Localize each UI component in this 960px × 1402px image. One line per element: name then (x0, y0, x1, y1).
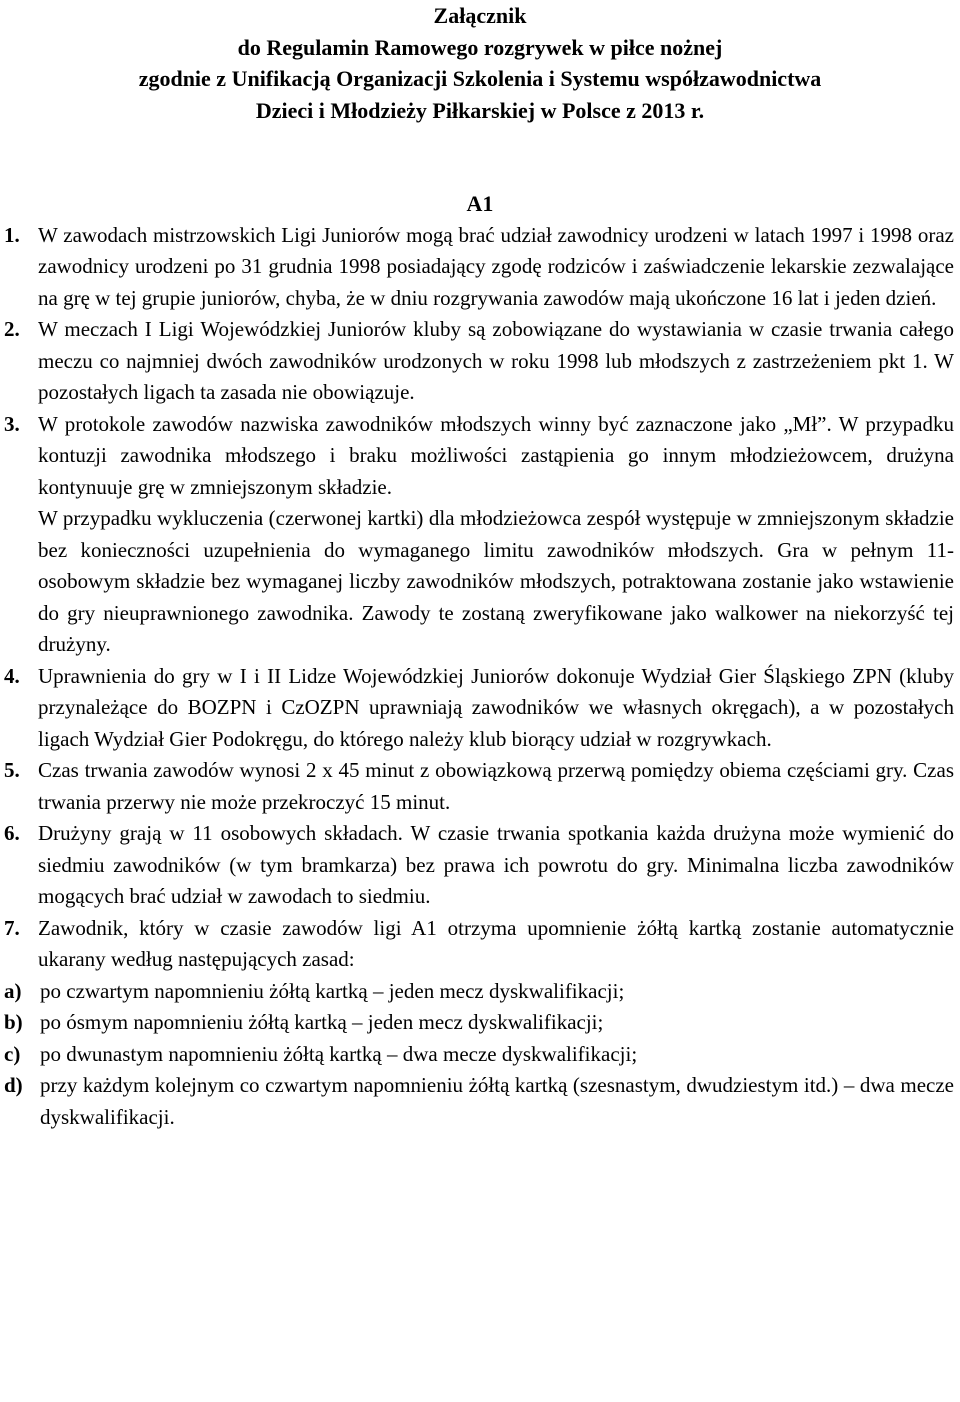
rule-number: 6. (4, 821, 20, 845)
rule-text: Uprawnienia do gry w I i II Lidze Wojewódzkiej Juniorów dokonuje Wydział Gier Śląskiego ZPN (kluby przynależące do BOZPN i CzOZPN uprawniają zawodników we własnych okręgach), a w pozostałych ligach Wydział Gier Podokręgu, do którego należy klub biorący udział w rozgrywkach. (38, 663, 954, 751)
penalty-subitem-b (0, 1007, 960, 1039)
header-line-1: do Regulamin Ramowego rozgrywek w piłce nożnej (237, 34, 723, 60)
rule-item-4 (0, 661, 960, 756)
rule-text-continued: W przypadku wykluczenia (czerwonej kartki) dla młodzieżowca zespół występuje w zmniejszonym składzie bez konieczności uzupełnienia do wymaganego limitu zawodników młodszych. Gra w pełnym 11-osobowym składzie bez wymaganej liczby zawodników młodszych, potraktowana zostanie jako wstawienie do gry nieuprawnionego zawodnika. Zawody te zostaną zweryfikowane jako walkower na niekorzyść tej drużyny. (38, 506, 954, 656)
rule-number: 1. (4, 222, 20, 247)
rule-text: W meczach I Ligi Wojewódzkiej Juniorów kluby są zobowiązane do wystawiania w czasie trwania całego meczu co najmniej dwóch zawodników urodzonych w roku 1998 lub młodszych z zastrzeżeniem pkt 1. W pozostałych ligach ta zasada nie obowiązuje. (38, 317, 954, 404)
rule-text: Czas trwania zawodów wynosi 2 x 45 minut z obowiązkową przerwą pomiędzy obiema częściami gry. Czas trwania przerwy nie może przekroczyć 15 minut. (38, 758, 954, 814)
penalty-subitem-d (0, 1070, 960, 1133)
subitem-text: po dwunastym napomnieniu żółtą kartką – dwa mecze dyskwalifikacji; (40, 1041, 638, 1066)
rule-number: 2. (4, 317, 20, 341)
rule-text: W protokole zawodów nazwiska zawodników młodszych winny być zaznaczone jako „Mł”. W przypadku kontuzji zawodnika młodszego i braku możliwości zastąpienia go innym młodzieżowcem, drużyna kontynuuje grę w zmniejszonym składzie. (38, 411, 954, 499)
subitem-text: po ósmym napomnieniu żółtą kartką – jeden mecz dyskwalifikacji; (40, 1010, 604, 1034)
subitem-letter: c) (4, 1041, 21, 1066)
header-line-2: zgodnie z Unifikacją Organizacji Szkolenia i Systemu współzawodnictwa (138, 66, 822, 91)
rule-item-2 (0, 314, 960, 409)
rule-item-3 (0, 409, 960, 661)
rule-text: Zawodnik, który w czasie zawodów ligi A1 otrzyma upomnienie żółtą kartką zostanie automatycznie ukarany według następujących zasad: (38, 915, 954, 971)
rule-number: 4. (4, 663, 20, 688)
rule-item-1 (0, 220, 960, 315)
subitem-letter: a) (4, 978, 22, 1003)
penalty-subitem-c (0, 1039, 960, 1071)
penalty-subitem-a (0, 976, 960, 1008)
section-code: A1 (466, 191, 494, 216)
rule-number: 3. (4, 411, 20, 436)
rule-item-7 (0, 913, 960, 976)
rule-text: W zawodach mistrzowskich Ligi Juniorów mogą brać udział zawodnicy urodzeni w latach 1997 i 1998 oraz zawodnicy urodzeni po 31 grudnia 1998 posiadający zgodę rodziców i zaświadczenie lekarskie zezwalające na grę w tej grupie juniorów, chyba, że w dniu rozgrywania zawodów mają ukończone 16 lat i jeden dzień. (38, 222, 954, 310)
document-header (0, 0, 960, 126)
rule-number: 7. (4, 915, 20, 940)
subitem-text: przy każdym kolejnym co czwartym napomnieniu żółtą kartką (szesnastym, dwudziestym itd.) – dwa mecze dyskwalifikacji. (40, 1073, 954, 1129)
subitem-letter: b) (4, 1010, 23, 1034)
header-line-3: Dzieci i Młodzieży Piłkarskiej w Polsce z 2013 r. (255, 97, 705, 123)
subitem-text: po czwartym napomnieniu żółtą kartką – jeden mecz dyskwalifikacji; (40, 978, 625, 1003)
rule-item-6 (0, 818, 960, 913)
rule-text: Drużyny grają w 11 osobowych składach. W czasie trwania spotkania każda drużyna może wymienić do siedmiu zawodników (w tym bramkarza) bez prawa ich powrotu do gry. Minimalna liczba zawodników mogących brać udział w zawodach to siedmiu. (38, 821, 954, 908)
rule-item-5 (0, 755, 960, 818)
subitem-letter: d) (4, 1073, 23, 1097)
rule-number: 5. (4, 758, 20, 782)
rules-list (0, 220, 960, 1134)
document-title: Załącznik (433, 3, 527, 28)
